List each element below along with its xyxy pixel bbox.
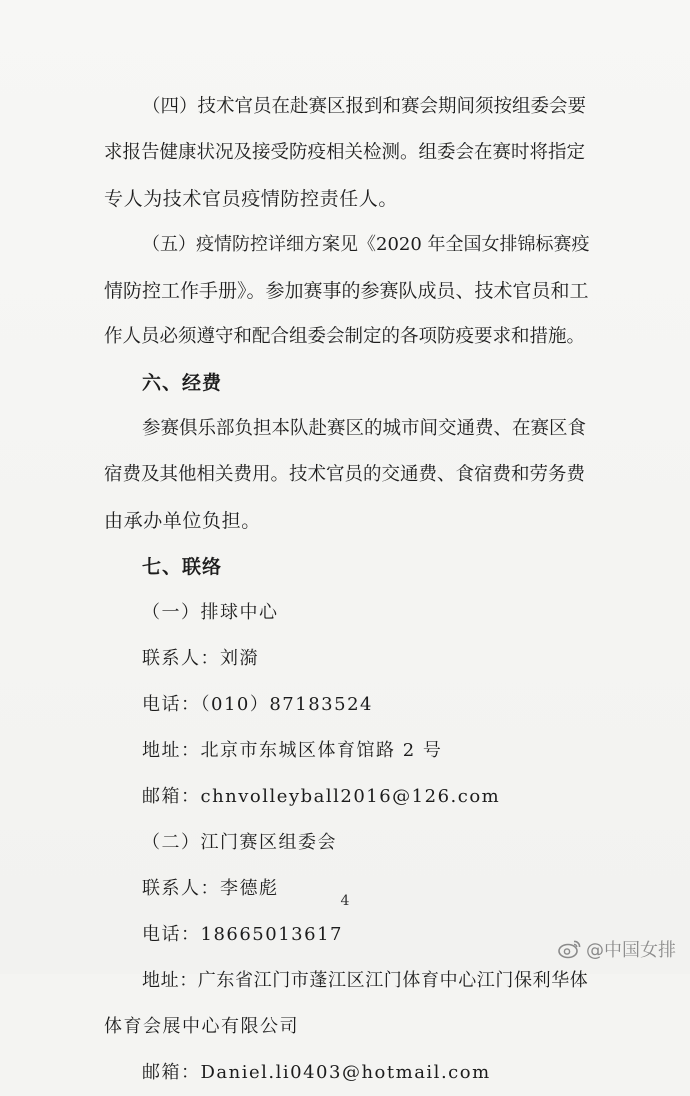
paragraph-line: （四）技术官员在赴赛区报到和赛会期间须按组委会要 xyxy=(142,96,587,117)
paragraph-line: 专人为技术官员疫情防控责任人。 xyxy=(104,188,399,210)
contact-address-continued: 体育会展中心有限公司 xyxy=(104,1016,299,1037)
paragraph-line: 由承办单位负担。 xyxy=(104,510,261,532)
paragraph-line: （五）疫情防控详细方案见《2020 年全国女排锦标赛疫 xyxy=(142,234,590,255)
contact-person: 联系人：刘漪 xyxy=(142,648,259,669)
contact-phone: 电话：（010）87183524 xyxy=(142,694,373,715)
paragraph-line: 参赛俱乐部负担本队赴赛区的城市间交通费、在赛区食 xyxy=(142,418,587,439)
weibo-watermark xyxy=(558,936,676,962)
contact-address: 地址：北京市东城区体育馆路 2 号 xyxy=(142,740,443,761)
paragraph-line: 求报告健康状况及接受防疫相关检测。组委会在赛时将指定 xyxy=(104,142,586,163)
contact-group-title: （一）排球中心 xyxy=(142,602,279,623)
paragraph-line: 作人员必须遵守和配合组委会制定的各项防疫要求和措施。 xyxy=(104,326,586,347)
paragraph-line: 情防控工作手册》。参加赛事的参赛队成员、技术官员和工 xyxy=(104,280,589,302)
contact-email: 邮箱：chnvolleyball2016@126.com xyxy=(142,786,501,807)
document-body xyxy=(104,84,594,1096)
weibo-icon xyxy=(558,939,582,959)
contact-phone: 电话：18665013617 xyxy=(142,924,343,945)
contact-address: 地址：广东省江门市蓬江区江门体育中心江门保利华体 xyxy=(142,970,589,991)
section-heading-funding: 六、经费 xyxy=(142,372,223,394)
contact-group-title: （二）江门赛区组委会 xyxy=(142,832,337,853)
watermark-text: @中国女排 xyxy=(586,940,676,961)
paragraph-line: 宿费及其他相关费用。技术官员的交通费、食宿费和劳务费 xyxy=(104,464,586,485)
contact-person: 联系人：李德彪 xyxy=(142,878,279,899)
contact-email: 邮箱：Daniel.li0403@hotmail.com xyxy=(142,1062,491,1083)
section-heading-contact: 七、联络 xyxy=(142,556,223,578)
page-number: 4 xyxy=(340,893,350,909)
